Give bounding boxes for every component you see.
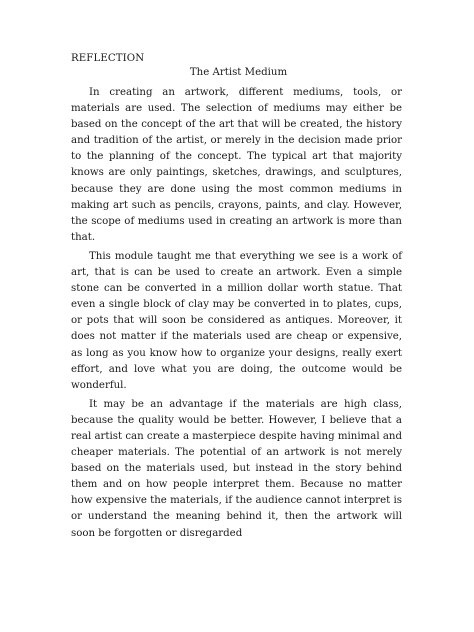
paragraph-3: It may be an advantage if the materials are high class, because the quality would be better. However, I believe that a real artist can create a masterpiece despite having minimal and cheaper materials. The potential of an artwork is not merely based on the materials used, but instead in the story behind them and on how people interpret them. Because no matter how expensive the materials, if the audience cannot interpret is or understand the meaning behind it, then the artwork will soon be forgotten or disregarded — [71, 398, 403, 539]
document-page — [71, 52, 402, 545]
section-heading: REFLECTION — [71, 53, 145, 64]
document-title: The Artist Medium — [189, 67, 288, 78]
paragraph-2: This module taught me that everything we see is a work of art, that is can be used to create an artwork. Even a simple stone can be converted in a million dollar worth statue. That even a single block of clay may be converted in to plates, cups, or pots that will soon be considered as antiques. Moreover, it does not matter if the materials used are cheap or expensive, as long as you know how to organize your designs, really exert effort, and love what you are doing, the outcome would be wonderful. — [71, 250, 402, 391]
paragraph-1: In creating an artwork, different mediums, tools, or materials are used. The selection of mediums may either be based on the concept of the art that will be created, the history and tradition of the artist, or merely in the decision made prior to the planning of the concept. The typical art that majority knows are only paintings, sketches, drawings, and sculptures, because they are done using the most common mediums in making art such as pencils, crayons, paints, and clay. However, the scope of mediums used in creating an artwork is more than that. — [71, 87, 402, 243]
